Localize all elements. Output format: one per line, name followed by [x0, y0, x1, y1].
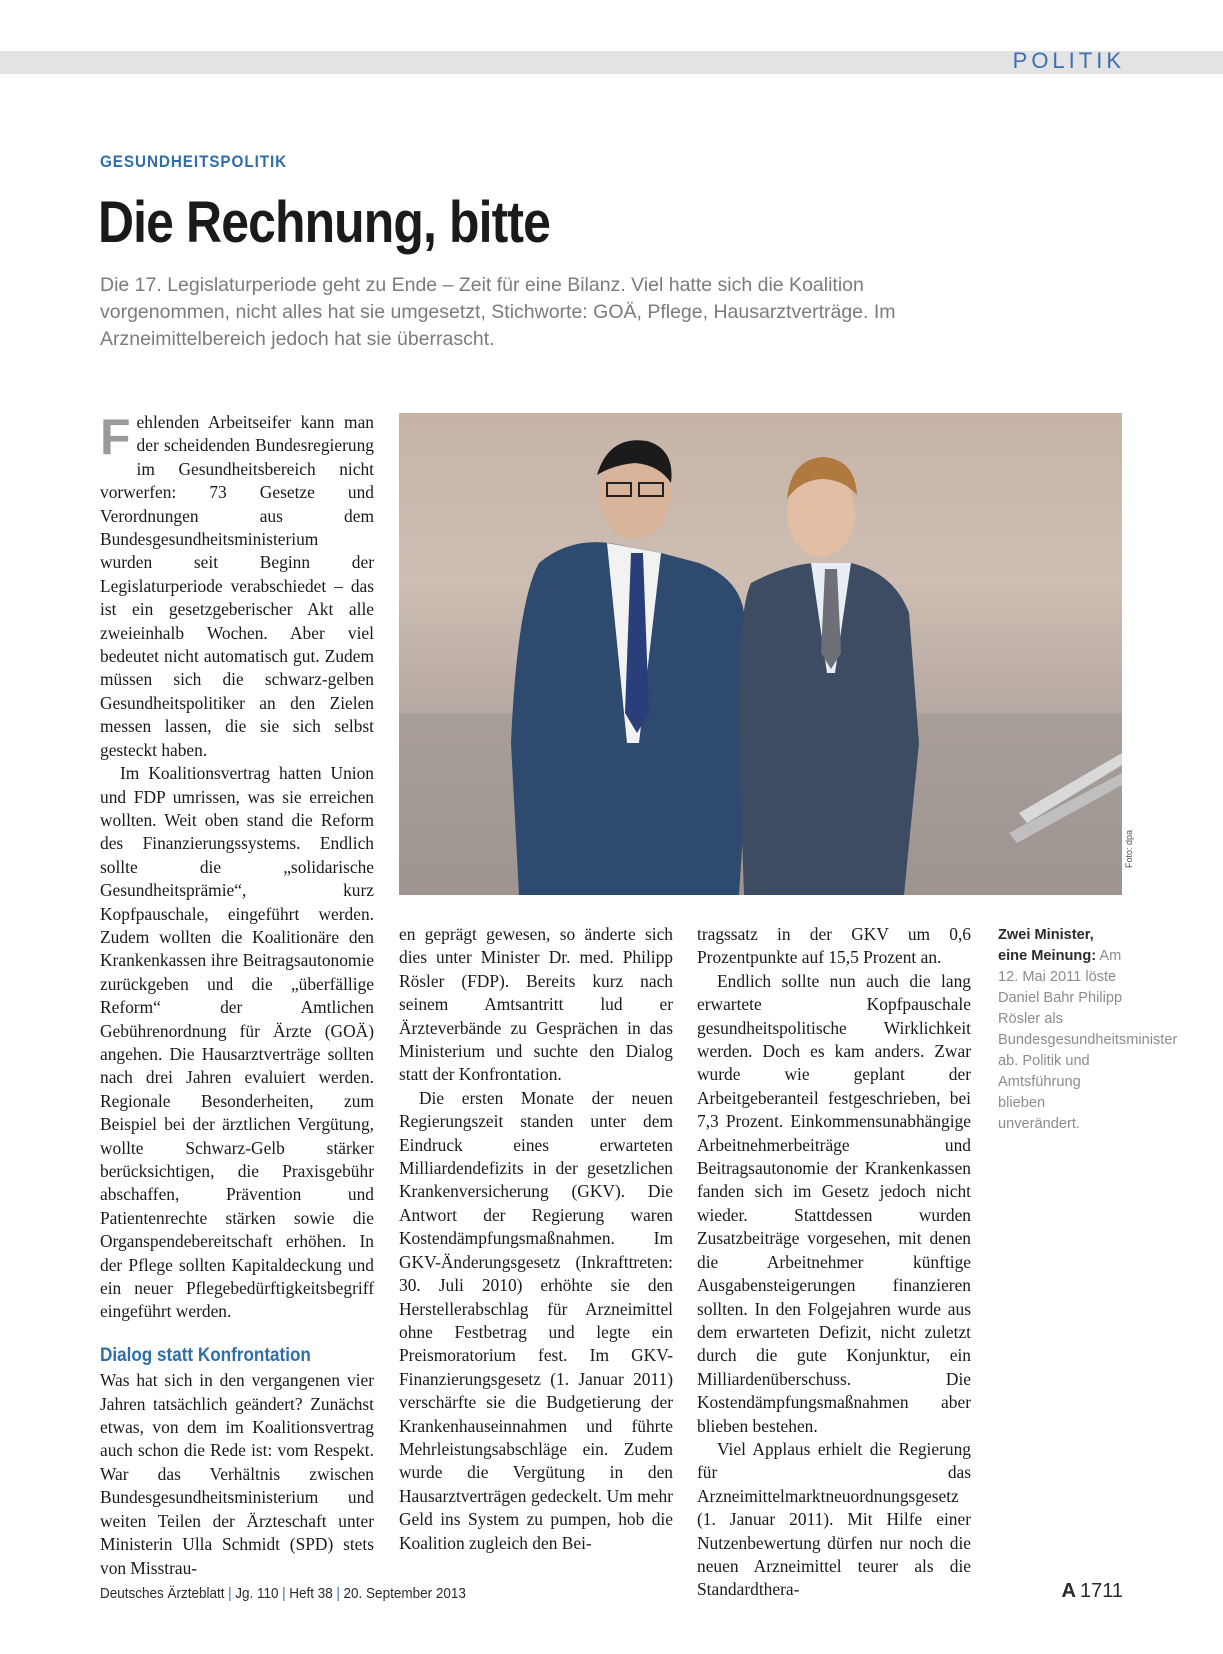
paragraph: Im Koalitionsvertrag hatten Union und FDP umrissen, was sie erreichen wollten. Weit oben stand die Reform des Finanzierungssystems. Endlich sollte die „solidarische Gesundheitsprämie“, kurz Kopfpauschale, eingeführt werden. Zudem wollten die Koalitionäre den Krankenkassen ihre Beitragsautonomie zurückgeben und die „überfällige Reform“ der Amtlichen Gebührenordnung für Ärzte (GOÄ) angehen. Die Hausarztverträge sollten nach drei Jahren evaluiert werden. Regionale Besonderheiten, zum Beispiel bei der ärztlichen Vergütung, wollte Schwarz-Gelb stärker berücksichtigen, die Praxisgebühr abschaffen, Prävention und Patientenrechte stärken sowie die Organspendebereitschaft erhöhen. In der Pflege sollten Kapitaldeckung und ein neuer Pflegebedürftigkeitsbegriff eingeführt werden.	[100, 763, 374, 1322]
footer-separator: |	[228, 1585, 232, 1602]
article-lead: Die 17. Legislaturperiode geht zu Ende – Zeit für eine Bilanz. Viel hatte sich die Koalition vorgenommen, nicht alles hat sie umgesetzt, Stichworte: GOÄ, Pflege, Hausarztverträge. Im Arzneimittelbereich jedoch hat sie überrascht.	[100, 274, 896, 350]
text-column-1	[100, 411, 374, 1580]
paragraph: Endlich sollte nun auch die lang erwartete Kopfpauschale gesundheitspolitische Wirklichkeit werden. Doch es kam anders. Zwar wurde wie geplant der Arbeitgeberanteil festgeschrieben, bei 7,3 Prozent. Einkommensunabhängige Arbeitnehmerbeiträge und Beitragsautonomie der Krankenkassen fanden sich im Gesetz jedoch nicht wieder. Stattdessen wurden Zusatzbeiträge vorgesehen, mit denen die Arbeitnehmer künftige Ausgabensteigerungen finanzieren sollten. In den Folgejahren wurde aus dem erwarteten Defizit, nicht zuletzt durch die gute Konjunktur, ein Milliardenüberschuss. Die Kostendämpfungsmaßnahmen aber blieben bestehen.	[697, 970, 971, 1436]
publication-name: Deutsches Ärzteblatt	[100, 1585, 225, 1602]
paragraph	[100, 411, 374, 762]
page-footer	[100, 1585, 466, 1602]
caption-text: Am 12. Mai 2011 löste Daniel Bahr Philipp Rösler als Bundesgesundheitsminister ab. Politik und Amtsführung blieben unverändert.	[998, 948, 1178, 1132]
article-photo	[399, 413, 1122, 895]
section-subhead: Dialog statt Konfrontation	[100, 1344, 311, 1366]
paragraph-text: ehlenden Arbeitseifer kann man der scheidenden Bundesregierung im Gesundheitsbereich nicht vorwerfen: 73 Gesetze und Verordnungen aus dem Bundesgesundheitsministerium wurden seit Beginn der Legislaturperiode verabschiedet – das ist ein gesetzgeberischer Akt alle zweieinhalb Wochen. Aber viel bedeutet nicht automatisch gut. Zudem müssen sich die schwarz-gelben Gesundheitspolitiker an den Zielen messen lassen, die sie sich selbst gesteckt haben.	[100, 412, 374, 760]
caption-title: Zwei Minister, eine Meinung:	[998, 927, 1097, 964]
issue-date: 20. September 2013	[343, 1585, 466, 1602]
volume: Jg. 110	[235, 1585, 279, 1602]
paragraph: Viel Applaus erhielt die Regierung für das Arzneimittelmarktneuordnungsgesetz (1. Januar 2011). Mit Hilfe einer Nutzenbewertung dürfen nur noch die neuen Arzneimittel teurer als die Standardthera-	[697, 1438, 971, 1600]
paragraph: Was hat sich in den vergangenen vier Jahren tatsächlich geändert? Zunächst etwas, von dem im Koalitionsvertrag auch schon die Rede ist: vom Respekt. War das Verhältnis zwischen Bundesgesundheitsministerium und weiten Teilen der Ärzteschaft unter Ministerin Ulla Schmidt (SPD) stets von Misstrau-	[100, 1370, 374, 1578]
issue: Heft 38	[289, 1585, 333, 1602]
footer-separator: |	[336, 1585, 340, 1602]
drop-cap: F	[100, 409, 131, 465]
page-prefix: A	[1061, 1580, 1076, 1602]
text-column-2	[399, 923, 673, 1555]
photo-caption	[998, 925, 1178, 1135]
paragraph: en geprägt gewesen, so änderte sich dies unter Minister Dr. med. Philipp Rösler (FDP). Bereits kurz nach seinem Amtsantritt lud er Ärzteverbände zu Gesprächen in das Ministerium und suchte den Dialog statt der Konfrontation.	[399, 924, 673, 1085]
paragraph: Die ersten Monate der neuen Regierungszeit standen unter dem Eindruck eines erwarteten Milliardendefizits in der gesetzlichen Krankenversicherung (GKV). Die Antwort der Regierung waren Kostendämpfungsmaßnahmen. Im GKV-Änderungsgesetz (Inkrafttreten: 30. Juli 2010) erhöhte sie den Herstellerabschlag für Arzneimittel ohne Festbetrag und legte ein Preismoratorium fest. Im GKV-Finanzierungsgesetz (1. Januar 2011) verschärfte sie die Budgetierung der Krankenhauseinnahmen und führte Mehrleistungsabschläge ein. Zudem wurde die Vergütung in den Hausarztverträgen gedeckelt. Um mehr Geld ins System zu pumpen, hob die Koalition zugleich den Bei-	[399, 1087, 673, 1553]
article-headline: Die Rechnung, bitte	[98, 190, 550, 255]
footer-separator: |	[282, 1585, 286, 1602]
page-number-value: 1711	[1079, 1580, 1123, 1602]
photo-illustration	[399, 413, 1122, 895]
photo-credit: Foto: dpa	[1124, 829, 1134, 868]
text-column-3	[697, 923, 971, 1602]
section-label: POLITIK	[1012, 48, 1125, 73]
article-kicker: GESUNDHEITSPOLITIK	[100, 152, 288, 171]
paragraph: tragssatz in der GKV um 0,6 Prozentpunkte auf 15,5 Prozent an.	[697, 924, 971, 968]
page-number	[1062, 1580, 1123, 1603]
